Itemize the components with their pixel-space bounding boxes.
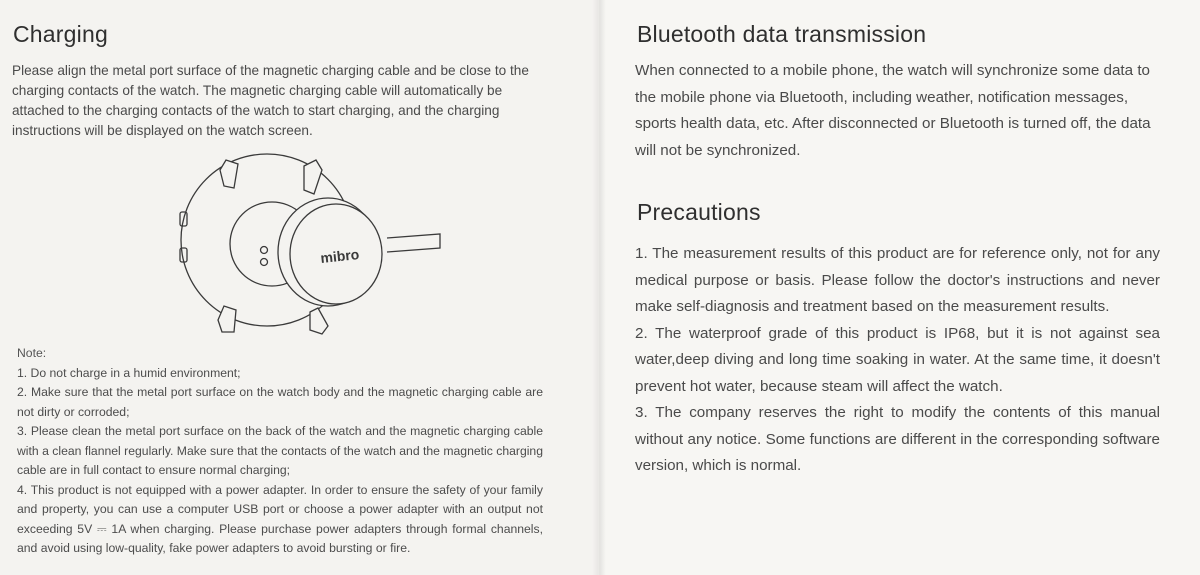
charging-cable <box>387 234 440 252</box>
notes-section <box>17 344 543 559</box>
watch-lug-top-left <box>220 160 238 188</box>
charging-contact-top <box>261 247 268 254</box>
note-item: 1. Do not charge in a humid environment; <box>17 365 241 380</box>
precaution-item: 1. The measurement results of this product are for reference only, not for any medical purpose or basis. Please follow the doctor's instructions and never make self-diagnosis and treatment based on the measurement results. <box>635 245 1160 315</box>
charging-illustration <box>172 152 452 342</box>
note-item: 2. Make sure that the metal port surface on the watch body and the magnetic charging cable are not dirty or corroded; <box>17 385 543 419</box>
page-fold-shadow <box>592 0 606 575</box>
precautions-list <box>635 241 1160 480</box>
bluetooth-body: When connected to a mobile phone, the watch will synchronize some data to the mobile phone via Bluetooth, including weather, notification messages, sports health data, etc. After disconnected or Bluetooth is turned off, the data will not be synchronized. <box>635 62 1151 159</box>
charging-title: Charging <box>13 21 108 47</box>
charging-body: Please align the metal port surface of the magnetic charging cable and be close to the charging contacts of the watch. The magnetic charging cable will automatically be attached to the charging contacts of the watch to start charging, and the charging instructions will be displayed on the watch screen. <box>12 63 529 138</box>
precautions-title: Precautions <box>637 199 761 225</box>
precaution-item: 3. The company reserves the right to modify the contents of this manual without any notice. Some functions are different in the corresponding software version, which is normal. <box>635 404 1160 474</box>
watch-lug-bottom-left <box>218 306 236 332</box>
note-item: 3. Please clean the metal port surface on the back of the watch and the magnetic charging cable with a clean flannel regularly. Make sure that the contacts of the watch and the magnetic charging cable are in full contact to ensure normal charging; <box>17 424 543 477</box>
watch-lug-bottom-right <box>310 308 328 334</box>
charger-brand-logo: mibro <box>319 246 360 266</box>
precaution-item: 2. The waterproof grade of this product is IP68, but it is not against sea water,deep diving and long time soaking in water. At the same time, it doesn't prevent hot water, because steam will affect the watch. <box>635 324 1160 395</box>
charging-contact-bottom <box>261 259 268 266</box>
note-item: 4. This product is not equipped with a power adapter. In order to ensure the safety of your family and property, you can use a computer USB port or choose a power adapter with an output not exceeding 5V ⎓ 1A when charging. Please purchase power adapters through formal channels, and avoid using low-quality, fake power adapters to avoid bursting or fire. <box>17 482 543 555</box>
bluetooth-title: Bluetooth data transmission <box>637 21 927 47</box>
notes-heading: Note: <box>17 346 47 360</box>
left-page <box>0 0 598 575</box>
watch-lug-top-right <box>304 160 322 194</box>
